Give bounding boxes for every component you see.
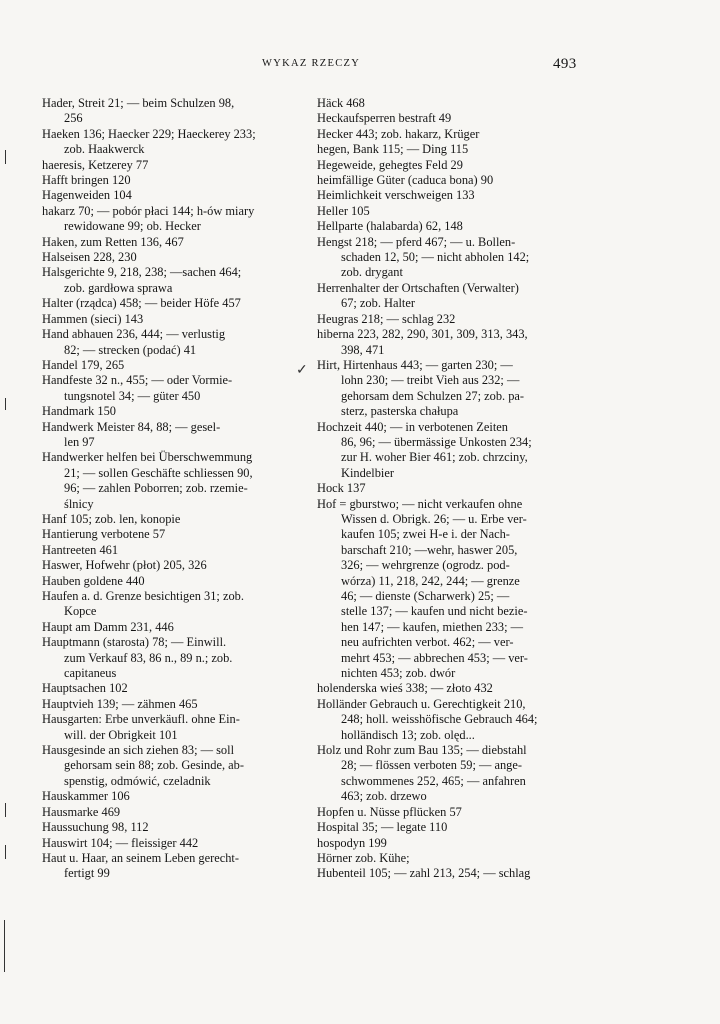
- margin-check-mark-icon: ✓: [296, 363, 308, 378]
- index-entry: Hauben goldene 440: [42, 573, 145, 588]
- index-entry: Hock 137: [317, 481, 366, 496]
- index-entry: Handmark 150: [42, 404, 116, 419]
- page-number: 493: [553, 56, 577, 72]
- index-entry: Handfeste 32 n., 455; — oder Vormie- tungsnotel 34; — güter 450: [42, 373, 233, 403]
- index-entry: Hausmarke 469: [42, 804, 121, 819]
- margin-pencil-mark: [5, 845, 6, 859]
- index-entry: heimfällige Güter (caduca bona) 90: [317, 173, 494, 188]
- index-entry: Hellparte (halabarda) 62, 148: [317, 219, 463, 234]
- index-entry: Hantierung verbotene 57: [42, 527, 166, 542]
- index-entry: Hagenweiden 104: [42, 188, 132, 203]
- index-entry: hegen, Bank 115; — Ding 115: [317, 142, 469, 157]
- index-entry: Handel 179, 265: [42, 357, 125, 372]
- index-entry: Haupt am Damm 231, 446: [42, 619, 174, 634]
- index-entry: Haken, zum Retten 136, 467: [42, 234, 184, 249]
- index-entry: hakarz 70; — pobór płaci 144; h-ów miary rewidowane 99; ob. Hecker: [42, 203, 255, 234]
- index-entry: Halseisen 228, 230: [42, 250, 137, 265]
- index-entry: Hengst 218; — pferd 467; — u. Bollen- schaden 12, 50; — nicht abholen 142; zob. drygant: [317, 234, 530, 280]
- index-entry: Hauptmann (starosta) 78; — Einwill. zum Verkauf 83, 86 n., 89 n.; zob. capitaneus: [42, 635, 233, 681]
- index-entry: holenderska wieś 338; — złoto 432: [317, 681, 493, 696]
- index-entry: Halter (rządca) 458; — beider Höfe 457: [42, 296, 241, 311]
- index-entry: Hauskammer 106: [42, 789, 130, 804]
- index-entry: Hader, Streit 21; — beim Schulzen 98, 256: [42, 96, 235, 126]
- index-entry: Hof = gburstwo; — nicht verkaufen ohne Wissen d. Obrigk. 26; — u. Erbe ver- kaufen 105; zwei H-e i. der Nach- barschaft 210; —wehr, haswer 205, 326; — wehrgrenze (ogrodz. pod- wórza) 11, 218, 242, 244; — grenze 46; — dienste (Scharwerk) 25; — stelle 137; — kaufen und nicht bezie- hen 147; — kaufen, miethen 233; — neu aufrichten verbot. 462; — ver- mehrt 453; — abbrechen 453; — ver- nichten 453; zob. dwór: [317, 496, 528, 681]
- index-entry: Holz und Rohr zum Bau 135; — diebstahl 28; — flössen verboten 59; — ange- schwommenes 252, 465; — anfahren 463; zob. drzewo: [317, 743, 527, 804]
- index-column-right: [317, 96, 592, 882]
- index-entry: Herrenhalter der Ortschaften (Verwalter) 67; zob. Halter: [317, 280, 519, 311]
- index-entry: hospodyn 199: [317, 835, 387, 850]
- index-entry: Hospital 35; — legate 110: [317, 820, 448, 835]
- index-entry: Halsgerichte 9, 218, 238; —sachen 464; zob. gardłowa sprawa: [42, 265, 242, 295]
- index-entry: Haut u. Haar, an seinem Leben gerecht- fertigt 99: [42, 850, 239, 881]
- index-entry: Hörner zob. Kühe;: [317, 850, 410, 865]
- index-entry: Hafft bringen 120: [42, 173, 131, 188]
- index-entry: Hubenteil 105; — zahl 213, 254; — schlag: [317, 866, 531, 881]
- index-entry: haeresis, Ketzerey 77: [42, 157, 149, 172]
- index-entry: Handwerk Meister 84, 88; — gesel- len 97: [42, 419, 221, 449]
- index-entry: Heimlichkeit verschweigen 133: [317, 188, 475, 203]
- index-entry: Haussuchung 98, 112: [42, 820, 149, 835]
- index-entry: Hausgesinde an sich ziehen 83; — soll gehorsam sein 88; zob. Gesinde, ab- spenstig, odmówić, czeladnik: [42, 743, 244, 788]
- index-entry: Hegeweide, gehegtes Feld 29: [317, 157, 463, 172]
- index-entry: Hirt, Hirtenhaus 443; — garten 230; — lohn 230; — treibt Vieh aus 232; — gehorsam dem Schulzen 27; zob. pa- sterz, pasterska chałupa: [317, 357, 525, 419]
- index-column-left: [42, 96, 310, 882]
- index-entry: Hand abhauen 236, 444; — verlustig 82; — strecken (podać) 41: [42, 327, 226, 357]
- index-entry: Häck 468: [317, 96, 365, 110]
- index-entry: Hauptsachen 102: [42, 681, 128, 696]
- running-head-title: WYKAZ RZECZY: [262, 58, 361, 69]
- margin-pencil-mark: [5, 150, 6, 164]
- index-entry: Haufen a. d. Grenze besichtigen 31; zob. Kopce: [42, 589, 244, 619]
- index-entry: Handwerker helfen bei Überschwemmung 21; — sollen Geschäfte schliessen 90, 96; — zahlen Poborren; zob. rzemie- ślnicy: [42, 450, 253, 511]
- index-entry: Hauptvieh 139; — zähmen 465: [42, 696, 198, 711]
- running-header: [0, 58, 720, 80]
- index-entry: Hammen (sieci) 143: [42, 311, 144, 326]
- index-entry: Haeken 136; Haecker 229; Haeckerey 233; zob. Haakwerck: [42, 126, 256, 157]
- index-entry: Hantreeten 461: [42, 542, 119, 557]
- index-entry: Hanf 105; zob. len, konopie: [42, 511, 181, 526]
- index-entry: Haswer, Hofwehr (płot) 205, 326: [42, 558, 207, 573]
- index-entry: Hochzeit 440; — in verbotenen Zeiten 86, 96; — übermässige Unkosten 234; zur H. woher Bier 461; zob. chrzciny, Kindelbier: [317, 419, 532, 480]
- index-entry: Heckaufsperren bestraft 49: [317, 111, 452, 126]
- index-entry: Hausgarten: Erbe unverkäufl. ohne Ein- will. der Obrigkeit 101: [42, 712, 240, 742]
- index-entry: Heugras 218; — schlag 232: [317, 311, 456, 326]
- index-entry: Hecker 443; zob. hakarz, Krüger: [317, 126, 480, 141]
- margin-pencil-mark: [5, 398, 6, 410]
- margin-pencil-mark: [4, 920, 5, 972]
- index-entry: hiberna 223, 282, 290, 301, 309, 313, 343, 398, 471: [317, 327, 528, 357]
- margin-pencil-mark: [5, 803, 6, 817]
- index-entry: Hopfen u. Nüsse pflücken 57: [317, 804, 462, 819]
- index-entry: Heller 105: [317, 203, 370, 218]
- index-entry: Hauswirt 104; — fleissiger 442: [42, 835, 199, 850]
- index-entry: Holländer Gebrauch u. Gerechtigkeit 210, 248; holl. weisshöfische Gebrauch 464; holländisch 13; zob. olęd...: [317, 696, 538, 742]
